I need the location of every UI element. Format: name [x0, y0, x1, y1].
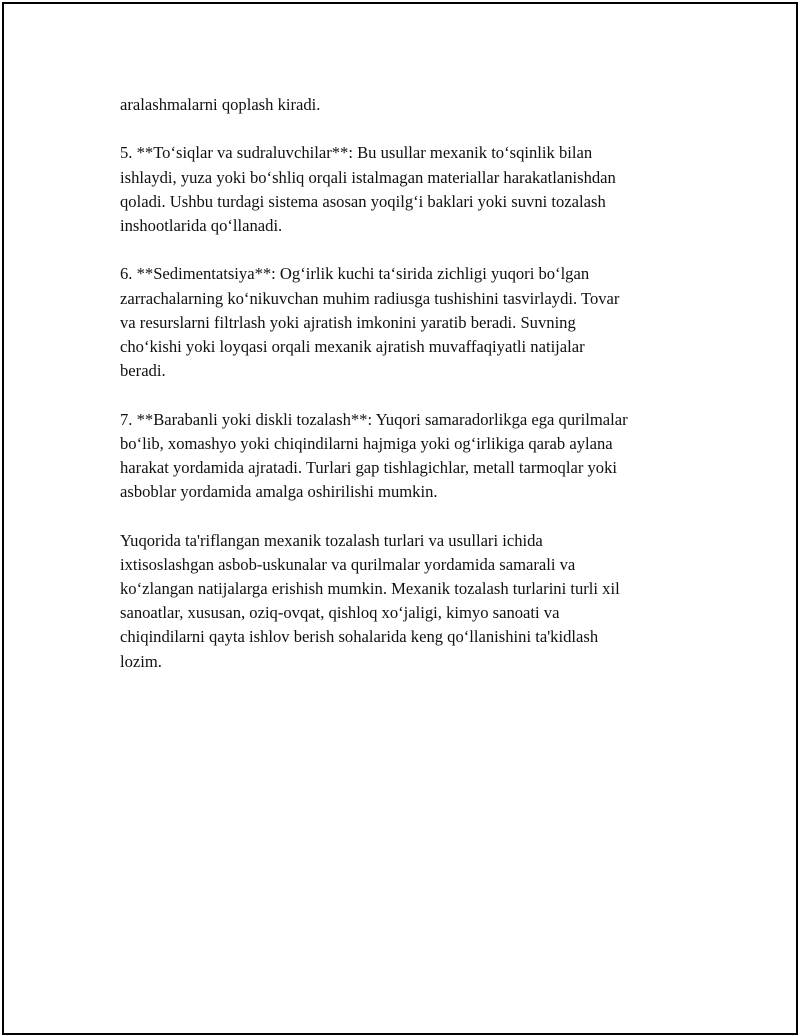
text-line: harakat yordamida ajratadi. Turlari gap tishlagichlar, metall tarmoqlar yoki — [120, 458, 617, 477]
paragraph-item-5 — [120, 141, 710, 238]
paragraph-intro-tail — [120, 93, 710, 117]
text-line: zarrachalarning ko‘nikuvchan muhim radiusga tushishini tasvirlaydi. Tovar — [120, 288, 620, 308]
page-frame — [2, 2, 798, 1035]
paragraph-item-7 — [120, 408, 710, 505]
text-line: bo‘lib, xomashyo yoki chiqindilarni hajmiga yoki og‘irlikiga qarab aylana — [120, 433, 613, 453]
paragraph-item-6 — [120, 262, 710, 383]
text-line: chiqindilarni qayta ishlov berish sohalarida keng qo‘llanishini ta'kidlash — [120, 627, 599, 647]
text-line: cho‘kishi yoki loyqasi orqali mexanik ajratish muvaffaqiyatli natijalar — [120, 337, 585, 356]
text-line: 5. **To‘siqlar va sudraluvchilar**: Bu usullar mexanik to‘sqinlik bilan — [120, 143, 593, 163]
text-line: 7. **Barabanli yoki diskli tozalash**: Yuqori samaradorlikga ega qurilmalar — [120, 409, 628, 429]
text-line: sanoatlar, xususan, oziq-ovqat, qishloq xo‘jaligi, kimyo sanoati va — [120, 603, 560, 623]
text-line: Yuqorida ta'riflangan mexanik tozalash turlari va usullari ichida — [120, 530, 543, 550]
paragraph-conclusion — [120, 529, 710, 674]
text-line: inshootlarida qo‘llanadi. — [120, 216, 283, 235]
text-line: ishlaydi, yuza yoki bo‘shliq orqali istalmagan materiallar harakatlanishdan — [120, 167, 616, 187]
text-line: asboblar yordamida amalga oshirilishi mumkin. — [120, 482, 438, 502]
text-line: 6. **Sedimentatsiya**: Og‘irlik kuchi ta‘sirida zichligi yuqori bo‘lgan — [120, 264, 590, 284]
text-line: qoladi. Ushbu turdagi sistema asosan yoqilg‘i baklari yoki suvni tozalash — [120, 191, 606, 211]
text-line: lozim. — [120, 651, 162, 671]
text-line: ko‘zlangan natijalarga erishish mumkin. Mexanik tozalash turlarini turli xil — [120, 579, 620, 598]
text-line: ixtisoslashgan asbob-uskunalar va qurilmalar yordamida samarali va — [120, 554, 576, 574]
document-body — [120, 93, 710, 698]
text-line: va resurslarni filtrlash yoki ajratish imkonini yaratib beradi. Suvning — [120, 312, 576, 332]
text-line: beradi. — [120, 361, 166, 381]
text-line: aralashmalarni qoplash kiradi. — [120, 95, 321, 114]
